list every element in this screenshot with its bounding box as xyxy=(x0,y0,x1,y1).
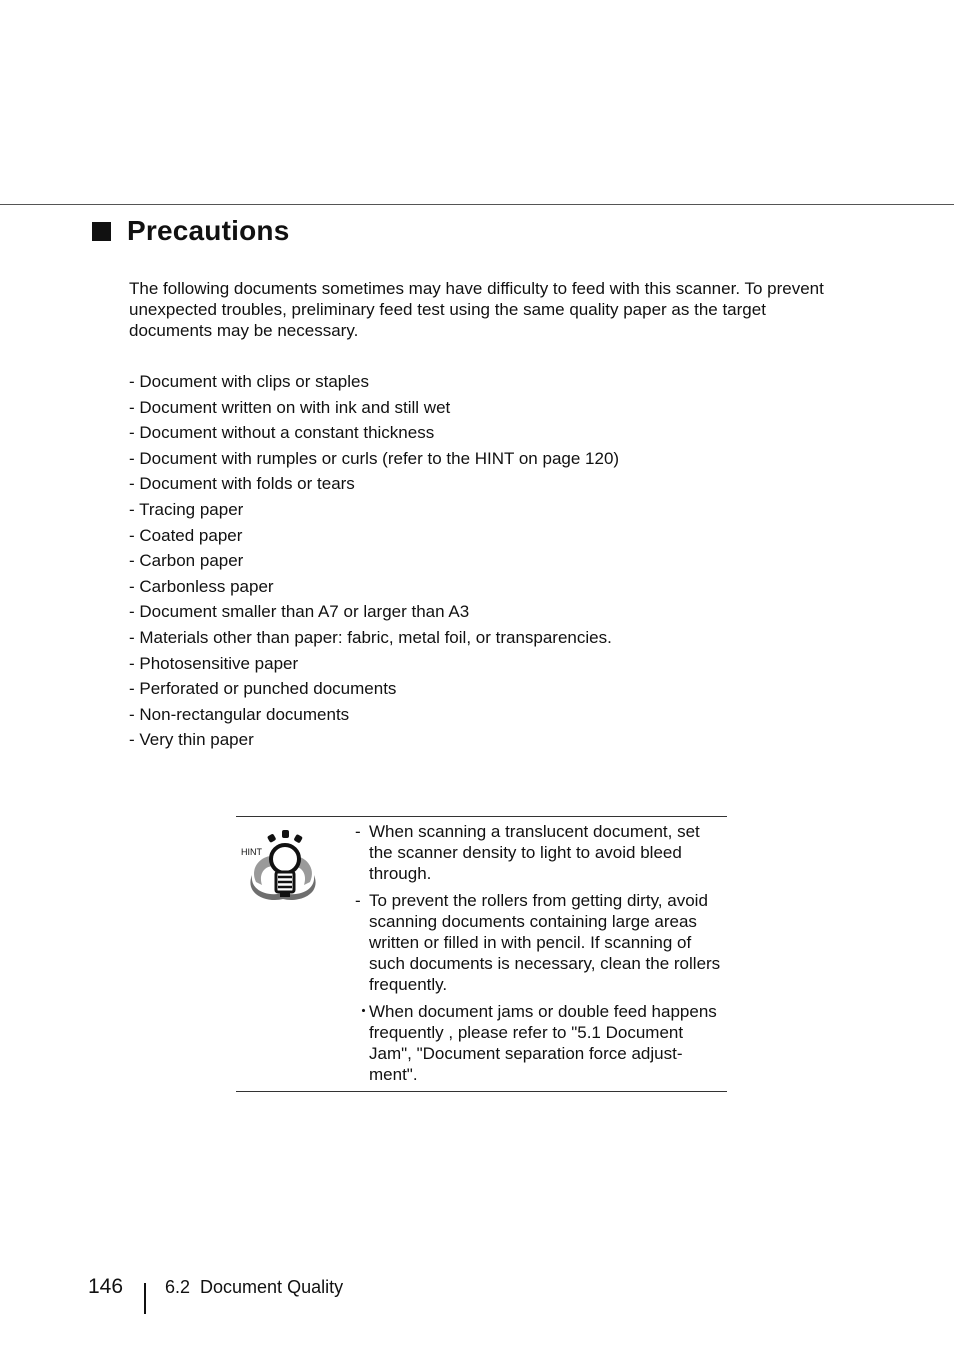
hint-text: When document jams or double feed happens frequently , please refer to "5.1 Document Jam", "Document separation force adjust-ment". xyxy=(369,1002,717,1084)
hint-label: HINT xyxy=(241,847,262,857)
footer-section-title: 6.2 Document Quality xyxy=(165,1277,344,1297)
list-item: - Non-rectangular documents xyxy=(129,704,350,724)
list-item: - Document without a constant thickness xyxy=(129,423,435,443)
intro-paragraph: The following documents sometimes may have difficulty to feed with this scanner. To prevent unexpected troubles, preliminary feed test using the same quality paper as the target documents may be necessary. xyxy=(129,279,824,340)
hint-item xyxy=(355,1001,727,1085)
list-item: - Document with folds or tears xyxy=(129,474,355,494)
list-item: - Photosensitive paper xyxy=(129,653,299,673)
hint-text: When scanning a translucent document, set the scanner density to light to avoid bleed through. xyxy=(369,822,700,883)
hint-list xyxy=(355,821,727,1091)
heading-square-marker xyxy=(92,222,111,241)
list-item: - Document with clips or staples xyxy=(129,372,369,391)
section-heading xyxy=(92,212,289,250)
list-item: - Document smaller than A7 or larger than A3 xyxy=(129,602,470,622)
hint-item xyxy=(355,821,727,884)
list-item: - Carbon paper xyxy=(129,551,244,571)
hint-bullet: - xyxy=(355,822,361,841)
list-item: - Very thin paper xyxy=(129,730,254,750)
list-item: - Perforated or punched documents xyxy=(129,679,397,699)
header-rule xyxy=(0,204,954,205)
lightbulb-icon xyxy=(238,827,328,907)
hint-text: To prevent the rollers from getting dirty, avoid scanning documents containing large areas written or filled in with pencil. If scanning of such documents is necessary, clean the rollers frequently. xyxy=(369,891,721,994)
list-item: - Document with rumples or curls (refer to the HINT on page 120) xyxy=(129,448,620,468)
hint-item xyxy=(355,890,727,995)
page-number: 146 xyxy=(88,1275,124,1298)
section-title: Precautions xyxy=(127,215,290,246)
footer-divider xyxy=(144,1283,146,1314)
list-item: - Carbonless paper xyxy=(129,576,274,596)
hint-bullet: - xyxy=(355,891,361,910)
list-item: - Coated paper xyxy=(129,525,243,545)
hint-bullet: ・ xyxy=(355,1002,372,1021)
hint-box xyxy=(236,816,727,1092)
list-item: - Tracing paper xyxy=(129,499,244,519)
document-list xyxy=(129,369,619,753)
list-item: - Materials other than paper: fabric, metal foil, or transparencies. xyxy=(129,627,612,647)
list-item: - Document written on with ink and still wet xyxy=(129,397,451,417)
